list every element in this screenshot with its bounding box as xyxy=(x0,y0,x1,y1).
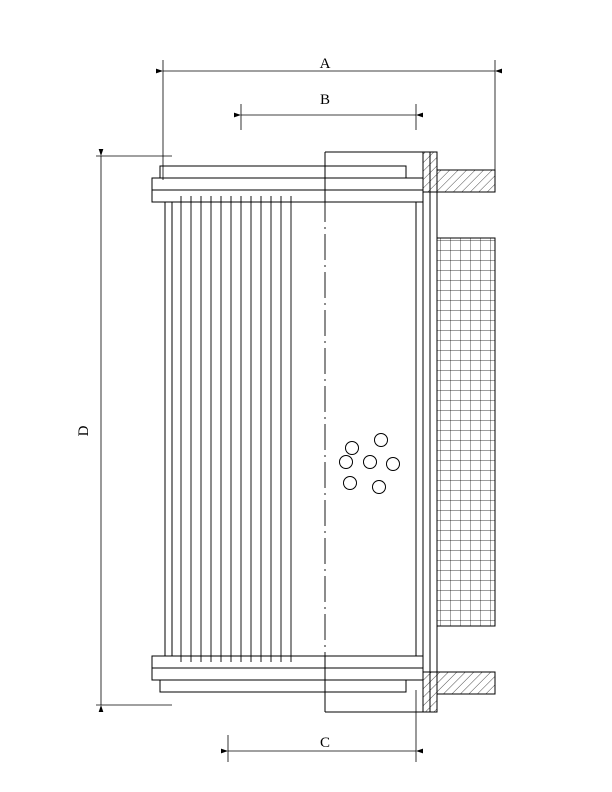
dimension-b-label: B xyxy=(319,92,331,108)
dimension-a-label: A xyxy=(319,56,331,72)
inner-tube-edges xyxy=(325,152,423,712)
dimension-a xyxy=(163,60,495,180)
hatched-seal-top xyxy=(423,152,495,192)
bypass-hole-pattern xyxy=(340,434,400,494)
end-cap-bottom xyxy=(152,656,423,692)
filter-body-group xyxy=(152,152,495,712)
dimension-c xyxy=(228,690,416,762)
mesh-screen xyxy=(437,238,495,626)
end-cap-top xyxy=(152,166,423,202)
pleat-pack xyxy=(181,196,291,662)
dimension-d-label: D xyxy=(76,425,92,437)
hatched-seal-bottom xyxy=(423,672,495,712)
dimension-d xyxy=(96,156,172,705)
right-housing-column xyxy=(423,152,437,712)
element-barrel xyxy=(165,202,423,656)
dimension-c-label: C xyxy=(319,735,331,751)
